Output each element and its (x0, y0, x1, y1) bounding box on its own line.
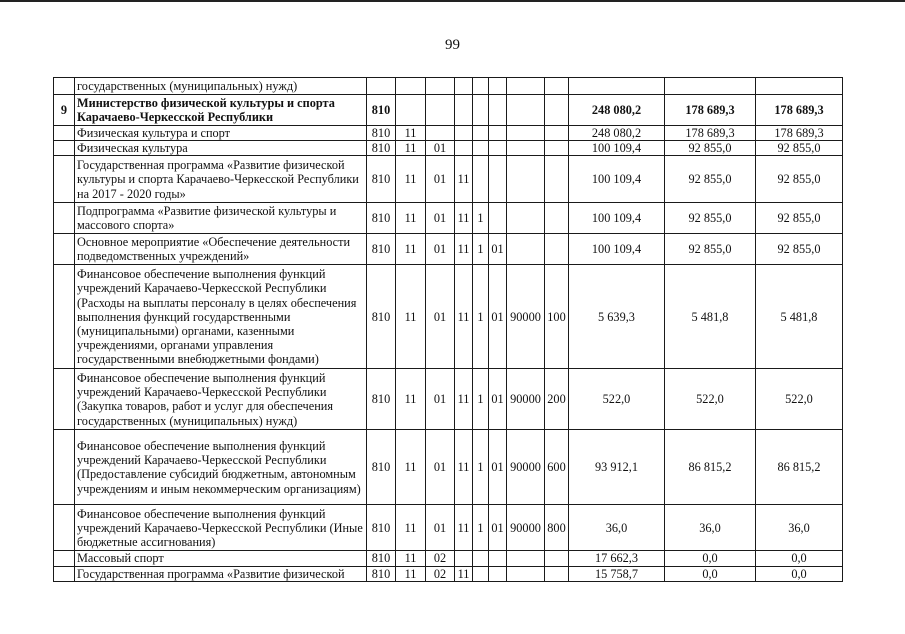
page-top-border (0, 0, 905, 2)
amount-year-2-cell: 178 689,3 (665, 126, 756, 141)
table-row (54, 156, 843, 203)
expense-type-cell: 800 (545, 505, 569, 551)
amount-year-1-cell: 100 109,4 (569, 203, 665, 234)
expense-type-cell (545, 566, 569, 581)
subprogram-code-cell (473, 156, 489, 203)
expense-type-cell (545, 551, 569, 566)
program-code-cell: 11 (455, 566, 473, 581)
amount-year-3-cell: 86 815,2 (756, 430, 843, 505)
item-name-cell: Государственная программа «Развитие физической культуры и спорта Карачаево-Черкесской Республики на 2017 - 2020 годы» (75, 156, 367, 203)
amount-year-1-cell: 93 912,1 (569, 430, 665, 505)
program-code-cell (455, 126, 473, 141)
direction-code-cell: 90000 (507, 430, 545, 505)
expense-type-cell (545, 141, 569, 156)
subprogram-code-cell: 1 (473, 369, 489, 430)
row-number-cell (54, 430, 75, 505)
direction-code-cell (507, 95, 545, 126)
section-code-cell: 11 (396, 430, 426, 505)
amount-year-2-cell: 92 855,0 (665, 156, 756, 203)
ministry-code-cell: 810 (367, 551, 396, 566)
row-number-cell (54, 234, 75, 265)
subsection-code-cell: 01 (426, 430, 455, 505)
ministry-code-cell: 810 (367, 265, 396, 369)
activity-code-cell (489, 78, 507, 95)
subprogram-code-cell (473, 95, 489, 126)
item-name-cell: Физическая культура (75, 141, 367, 156)
direction-code-cell (507, 78, 545, 95)
section-code-cell (396, 95, 426, 126)
activity-code-cell: 01 (489, 369, 507, 430)
row-number-cell (54, 265, 75, 369)
expense-type-cell (545, 78, 569, 95)
section-code-cell (396, 78, 426, 95)
row-number-cell (54, 78, 75, 95)
subsection-code-cell (426, 126, 455, 141)
program-code-cell: 11 (455, 265, 473, 369)
program-code-cell: 11 (455, 505, 473, 551)
budget-table (53, 77, 843, 582)
ministry-code-cell: 810 (367, 430, 396, 505)
amount-year-2-cell: 92 855,0 (665, 234, 756, 265)
subsection-code-cell: 01 (426, 156, 455, 203)
amount-year-1-cell: 100 109,4 (569, 141, 665, 156)
amount-year-2-cell: 36,0 (665, 505, 756, 551)
activity-code-cell (489, 141, 507, 156)
item-name-cell: Министерство физической культуры и спорта Карачаево-Черкесской Республики (75, 95, 367, 126)
amount-year-1-cell: 522,0 (569, 369, 665, 430)
activity-code-cell (489, 203, 507, 234)
amount-year-1-cell: 248 080,2 (569, 95, 665, 126)
subprogram-code-cell: 1 (473, 203, 489, 234)
subsection-code-cell: 02 (426, 566, 455, 581)
amount-year-1-cell: 17 662,3 (569, 551, 665, 566)
ministry-code-cell: 810 (367, 369, 396, 430)
table-row (54, 126, 843, 141)
table-row (54, 430, 843, 505)
amount-year-2-cell: 0,0 (665, 551, 756, 566)
subprogram-code-cell: 1 (473, 234, 489, 265)
direction-code-cell (507, 203, 545, 234)
activity-code-cell (489, 551, 507, 566)
program-code-cell (455, 141, 473, 156)
ministry-code-cell (367, 78, 396, 95)
amount-year-3-cell: 522,0 (756, 369, 843, 430)
table-row (54, 369, 843, 430)
expense-type-cell (545, 203, 569, 234)
activity-code-cell: 01 (489, 234, 507, 265)
amount-year-1-cell: 5 639,3 (569, 265, 665, 369)
section-code-cell: 11 (396, 126, 426, 141)
amount-year-1-cell: 36,0 (569, 505, 665, 551)
expense-type-cell (545, 156, 569, 203)
expense-type-cell: 600 (545, 430, 569, 505)
section-code-cell: 11 (396, 369, 426, 430)
row-number-cell (54, 203, 75, 234)
subsection-code-cell: 01 (426, 265, 455, 369)
subprogram-code-cell: 1 (473, 265, 489, 369)
program-code-cell: 11 (455, 369, 473, 430)
amount-year-2-cell: 92 855,0 (665, 141, 756, 156)
direction-code-cell: 90000 (507, 505, 545, 551)
amount-year-3-cell: 178 689,3 (756, 126, 843, 141)
activity-code-cell: 01 (489, 505, 507, 551)
ministry-code-cell: 810 (367, 234, 396, 265)
table-row (54, 234, 843, 265)
amount-year-3-cell: 92 855,0 (756, 203, 843, 234)
item-name-cell: Финансовое обеспечение выполнения функций учреждений Карачаево-Черкесской Республики (Предоставление субсидий бюджетным, автономным учреждениям и иным некоммерческим организациям) (75, 430, 367, 505)
expense-type-cell (545, 95, 569, 126)
row-number-cell (54, 141, 75, 156)
table-body (54, 78, 843, 582)
page-number: 99 (445, 37, 460, 53)
ministry-code-cell: 810 (367, 566, 396, 581)
item-name-cell: Основное мероприятие «Обеспечение деятельности подведомственных учреждений» (75, 234, 367, 265)
section-code-cell: 11 (396, 203, 426, 234)
program-code-cell (455, 95, 473, 126)
table-row (54, 505, 843, 551)
table-row (54, 566, 843, 581)
section-code-cell: 11 (396, 265, 426, 369)
row-number-cell (54, 126, 75, 141)
activity-code-cell: 01 (489, 265, 507, 369)
amount-year-2-cell: 0,0 (665, 566, 756, 581)
section-code-cell: 11 (396, 505, 426, 551)
subsection-code-cell: 01 (426, 203, 455, 234)
amount-year-1-cell (569, 78, 665, 95)
section-code-cell: 11 (396, 551, 426, 566)
row-number-cell (54, 156, 75, 203)
amount-year-1-cell: 15 758,7 (569, 566, 665, 581)
ministry-code-cell: 810 (367, 95, 396, 126)
table-row (54, 78, 843, 95)
subsection-code-cell: 02 (426, 551, 455, 566)
direction-code-cell (507, 156, 545, 203)
expense-type-cell: 100 (545, 265, 569, 369)
amount-year-2-cell: 5 481,8 (665, 265, 756, 369)
subsection-code-cell: 01 (426, 505, 455, 551)
direction-code-cell (507, 566, 545, 581)
amount-year-2-cell: 178 689,3 (665, 95, 756, 126)
item-name-cell: Финансовое обеспечение выполнения функций учреждений Карачаево-Черкесской Республики (Иные бюджетные ассигнования) (75, 505, 367, 551)
direction-code-cell (507, 234, 545, 265)
activity-code-cell (489, 95, 507, 126)
program-code-cell: 11 (455, 156, 473, 203)
subsection-code-cell (426, 95, 455, 126)
row-number-cell: 9 (54, 95, 75, 126)
amount-year-1-cell: 100 109,4 (569, 234, 665, 265)
amount-year-2-cell: 92 855,0 (665, 203, 756, 234)
table-row (54, 95, 843, 126)
direction-code-cell (507, 126, 545, 141)
item-name-cell: Массовый спорт (75, 551, 367, 566)
activity-code-cell (489, 126, 507, 141)
row-number-cell (54, 566, 75, 581)
direction-code-cell (507, 551, 545, 566)
section-code-cell: 11 (396, 141, 426, 156)
row-number-cell (54, 551, 75, 566)
subsection-code-cell (426, 78, 455, 95)
amount-year-3-cell: 92 855,0 (756, 234, 843, 265)
direction-code-cell: 90000 (507, 369, 545, 430)
amount-year-3-cell: 92 855,0 (756, 156, 843, 203)
activity-code-cell (489, 566, 507, 581)
item-name-cell: Подпрограмма «Развитие физической культуры и массового спорта» (75, 203, 367, 234)
item-name-cell: Государственная программа «Развитие физической (75, 566, 367, 581)
activity-code-cell (489, 156, 507, 203)
program-code-cell (455, 551, 473, 566)
amount-year-3-cell: 36,0 (756, 505, 843, 551)
table-row (54, 203, 843, 234)
subprogram-code-cell (473, 141, 489, 156)
item-name-cell: Физическая культура и спорт (75, 126, 367, 141)
table-row (54, 141, 843, 156)
program-code-cell: 11 (455, 203, 473, 234)
direction-code-cell: 90000 (507, 265, 545, 369)
amount-year-2-cell: 522,0 (665, 369, 756, 430)
subsection-code-cell: 01 (426, 234, 455, 265)
table-row (54, 551, 843, 566)
item-name-cell: Финансовое обеспечение выполнения функций учреждений Карачаево-Черкесской Республики (Закупка товаров, работ и услуг для обеспечения государственных (муниципальных) нужд) (75, 369, 367, 430)
row-number-cell (54, 505, 75, 551)
amount-year-3-cell: 92 855,0 (756, 141, 843, 156)
section-code-cell: 11 (396, 566, 426, 581)
table-row (54, 265, 843, 369)
amount-year-3-cell: 0,0 (756, 551, 843, 566)
activity-code-cell: 01 (489, 430, 507, 505)
program-code-cell: 11 (455, 234, 473, 265)
subprogram-code-cell (473, 551, 489, 566)
program-code-cell (455, 78, 473, 95)
amount-year-3-cell: 5 481,8 (756, 265, 843, 369)
ministry-code-cell: 810 (367, 203, 396, 234)
amount-year-1-cell: 100 109,4 (569, 156, 665, 203)
amount-year-3-cell (756, 78, 843, 95)
direction-code-cell (507, 141, 545, 156)
section-code-cell: 11 (396, 234, 426, 265)
amount-year-3-cell: 178 689,3 (756, 95, 843, 126)
expense-type-cell: 200 (545, 369, 569, 430)
expense-type-cell (545, 234, 569, 265)
subsection-code-cell: 01 (426, 141, 455, 156)
amount-year-3-cell: 0,0 (756, 566, 843, 581)
subsection-code-cell: 01 (426, 369, 455, 430)
amount-year-2-cell (665, 78, 756, 95)
ministry-code-cell: 810 (367, 126, 396, 141)
row-number-cell (54, 369, 75, 430)
section-code-cell: 11 (396, 156, 426, 203)
ministry-code-cell: 810 (367, 141, 396, 156)
ministry-code-cell: 810 (367, 505, 396, 551)
item-name-cell: Финансовое обеспечение выполнения функций учреждений Карачаево-Черкесской Республики (Расходы на выплаты персоналу в целях обеспечения выполнения функций государственными (муниципальными) органами, казенными учреждениями, органами управления государственными внебюджетными фондами) (75, 265, 367, 369)
amount-year-2-cell: 86 815,2 (665, 430, 756, 505)
expense-type-cell (545, 126, 569, 141)
subprogram-code-cell: 1 (473, 430, 489, 505)
item-name-cell: государственных (муниципальных) нужд) (75, 78, 367, 95)
subprogram-code-cell (473, 78, 489, 95)
subprogram-code-cell (473, 566, 489, 581)
amount-year-1-cell: 248 080,2 (569, 126, 665, 141)
ministry-code-cell: 810 (367, 156, 396, 203)
program-code-cell: 11 (455, 430, 473, 505)
subprogram-code-cell (473, 126, 489, 141)
subprogram-code-cell: 1 (473, 505, 489, 551)
